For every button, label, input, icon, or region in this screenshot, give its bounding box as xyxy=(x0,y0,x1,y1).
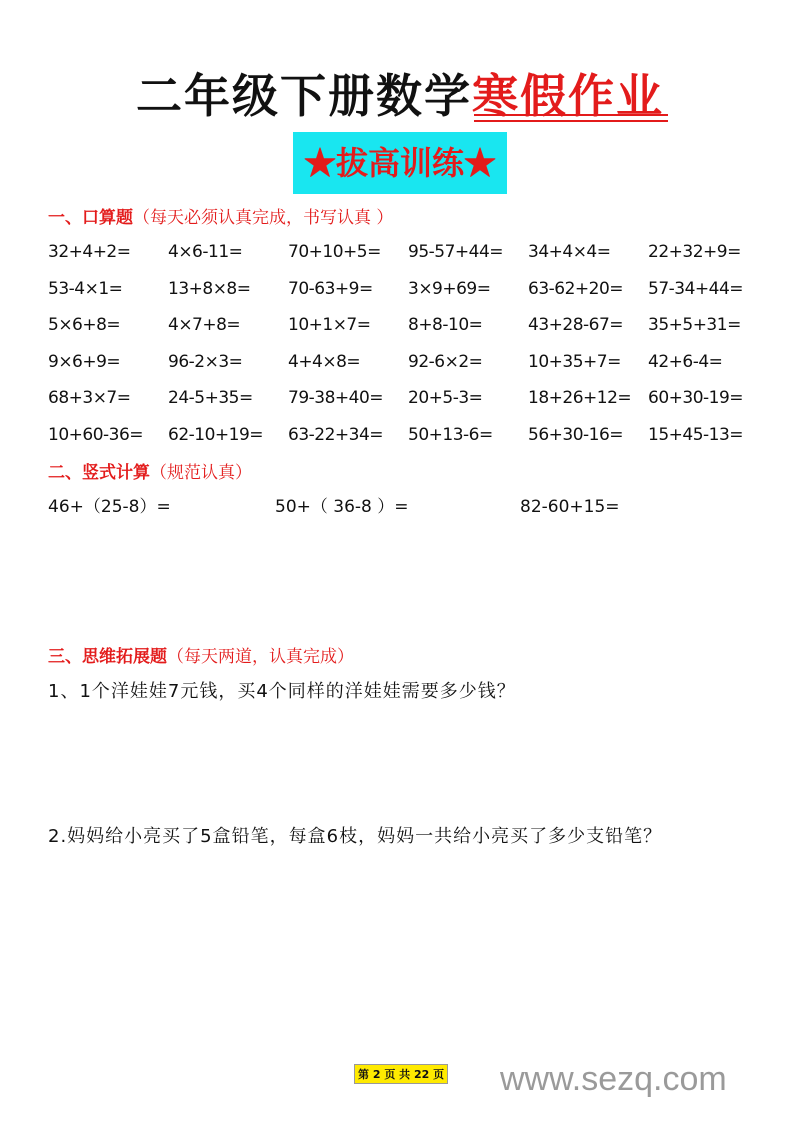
oral-problem: 63-62+20= xyxy=(528,278,624,299)
question-2: 2.妈妈给小亮买了5盒铅笔，每盒6枝，妈妈一共给小亮买了多少支铅笔？ xyxy=(48,826,663,847)
page-number: 第 2 页 共 22 页 xyxy=(354,1064,448,1084)
oral-problem: 24-5+35= xyxy=(168,388,253,408)
oral-problem: 20+5-3= xyxy=(408,388,483,408)
oral-problem: 32+4+2= xyxy=(48,242,131,262)
oral-problem: 70-63+9= xyxy=(288,278,373,299)
oral-problem: 5×6+8= xyxy=(48,315,121,335)
oral-problem: 53-4×1= xyxy=(48,278,123,299)
oral-grid xyxy=(48,234,768,453)
oral-problem: 43+28-67= xyxy=(528,315,624,335)
section-vertical-note: （规范认真） xyxy=(150,463,252,483)
oral-problem: 79-38+40= xyxy=(288,388,384,408)
oral-problem: 42+6-4= xyxy=(648,351,723,372)
oral-problem: 10+1×7= xyxy=(288,315,371,335)
watermark: www.sezq.com xyxy=(500,1060,727,1098)
oral-problem: 4×7+8= xyxy=(168,315,241,335)
oral-problem: 4×6-11= xyxy=(168,242,243,262)
oral-problem: 9×6+9= xyxy=(48,351,121,372)
oral-row xyxy=(48,417,768,454)
section-vertical-title: 二、竖式计算 xyxy=(48,463,150,483)
oral-row xyxy=(48,307,768,344)
page-title xyxy=(0,64,800,128)
oral-row xyxy=(48,344,768,381)
subtitle-banner: ★拔高训练★ xyxy=(293,132,507,194)
oral-problem: 35+5+31= xyxy=(648,315,741,335)
section-oral-note: （每天必须认真完成，书写认真 ） xyxy=(133,208,394,228)
section-thinking-title: 三、思维拓展题 xyxy=(48,647,167,667)
oral-problem: 56+30-16= xyxy=(528,424,624,445)
section-thinking-note: （每天两道，认真完成） xyxy=(167,647,354,667)
oral-problem: 70+10+5= xyxy=(288,242,381,262)
oral-row xyxy=(48,271,768,308)
oral-problem: 18+26+12= xyxy=(528,388,632,408)
vertical-problem: 50+（ 36-8 ）= xyxy=(275,497,409,517)
question-1: 1、1个洋娃娃7元钱，买4个同样的洋娃娃需要多少钱？ xyxy=(48,681,516,702)
title-main: 二年级下册数学 xyxy=(136,69,472,123)
oral-problem: 8+8-10= xyxy=(408,315,483,335)
oral-problem: 4+4×8= xyxy=(288,351,361,372)
vertical-problem: 82-60+15= xyxy=(520,497,620,517)
oral-problem: 15+45-13= xyxy=(648,424,744,445)
section-oral-title: 一、口算题 xyxy=(48,208,133,228)
title-underline xyxy=(474,114,668,122)
section-thinking-heading xyxy=(48,642,354,667)
oral-row xyxy=(48,234,768,271)
title-highlight: 寒假作业 xyxy=(472,69,664,123)
section-oral-heading xyxy=(48,203,393,228)
oral-problem: 10+60-36= xyxy=(48,424,144,445)
oral-problem: 22+32+9= xyxy=(648,242,741,262)
oral-problem: 60+30-19= xyxy=(648,388,744,408)
oral-problem: 63-22+34= xyxy=(288,424,384,445)
oral-problem: 95-57+44= xyxy=(408,242,504,262)
oral-row xyxy=(48,380,768,417)
oral-problem: 68+3×7= xyxy=(48,388,131,408)
oral-problem: 13+8×8= xyxy=(168,278,251,299)
oral-problem: 10+35+7= xyxy=(528,351,621,372)
oral-problem: 62-10+19= xyxy=(168,424,264,445)
oral-problem: 96-2×3= xyxy=(168,351,243,372)
oral-problem: 50+13-6= xyxy=(408,424,493,445)
oral-problem: 57-34+44= xyxy=(648,278,744,299)
oral-problem: 3×9+69= xyxy=(408,278,491,299)
oral-problem: 92-6×2= xyxy=(408,351,483,372)
section-vertical-heading xyxy=(48,458,252,483)
vertical-problem: 46+（25-8）= xyxy=(48,497,171,517)
oral-problem: 34+4×4= xyxy=(528,242,611,262)
